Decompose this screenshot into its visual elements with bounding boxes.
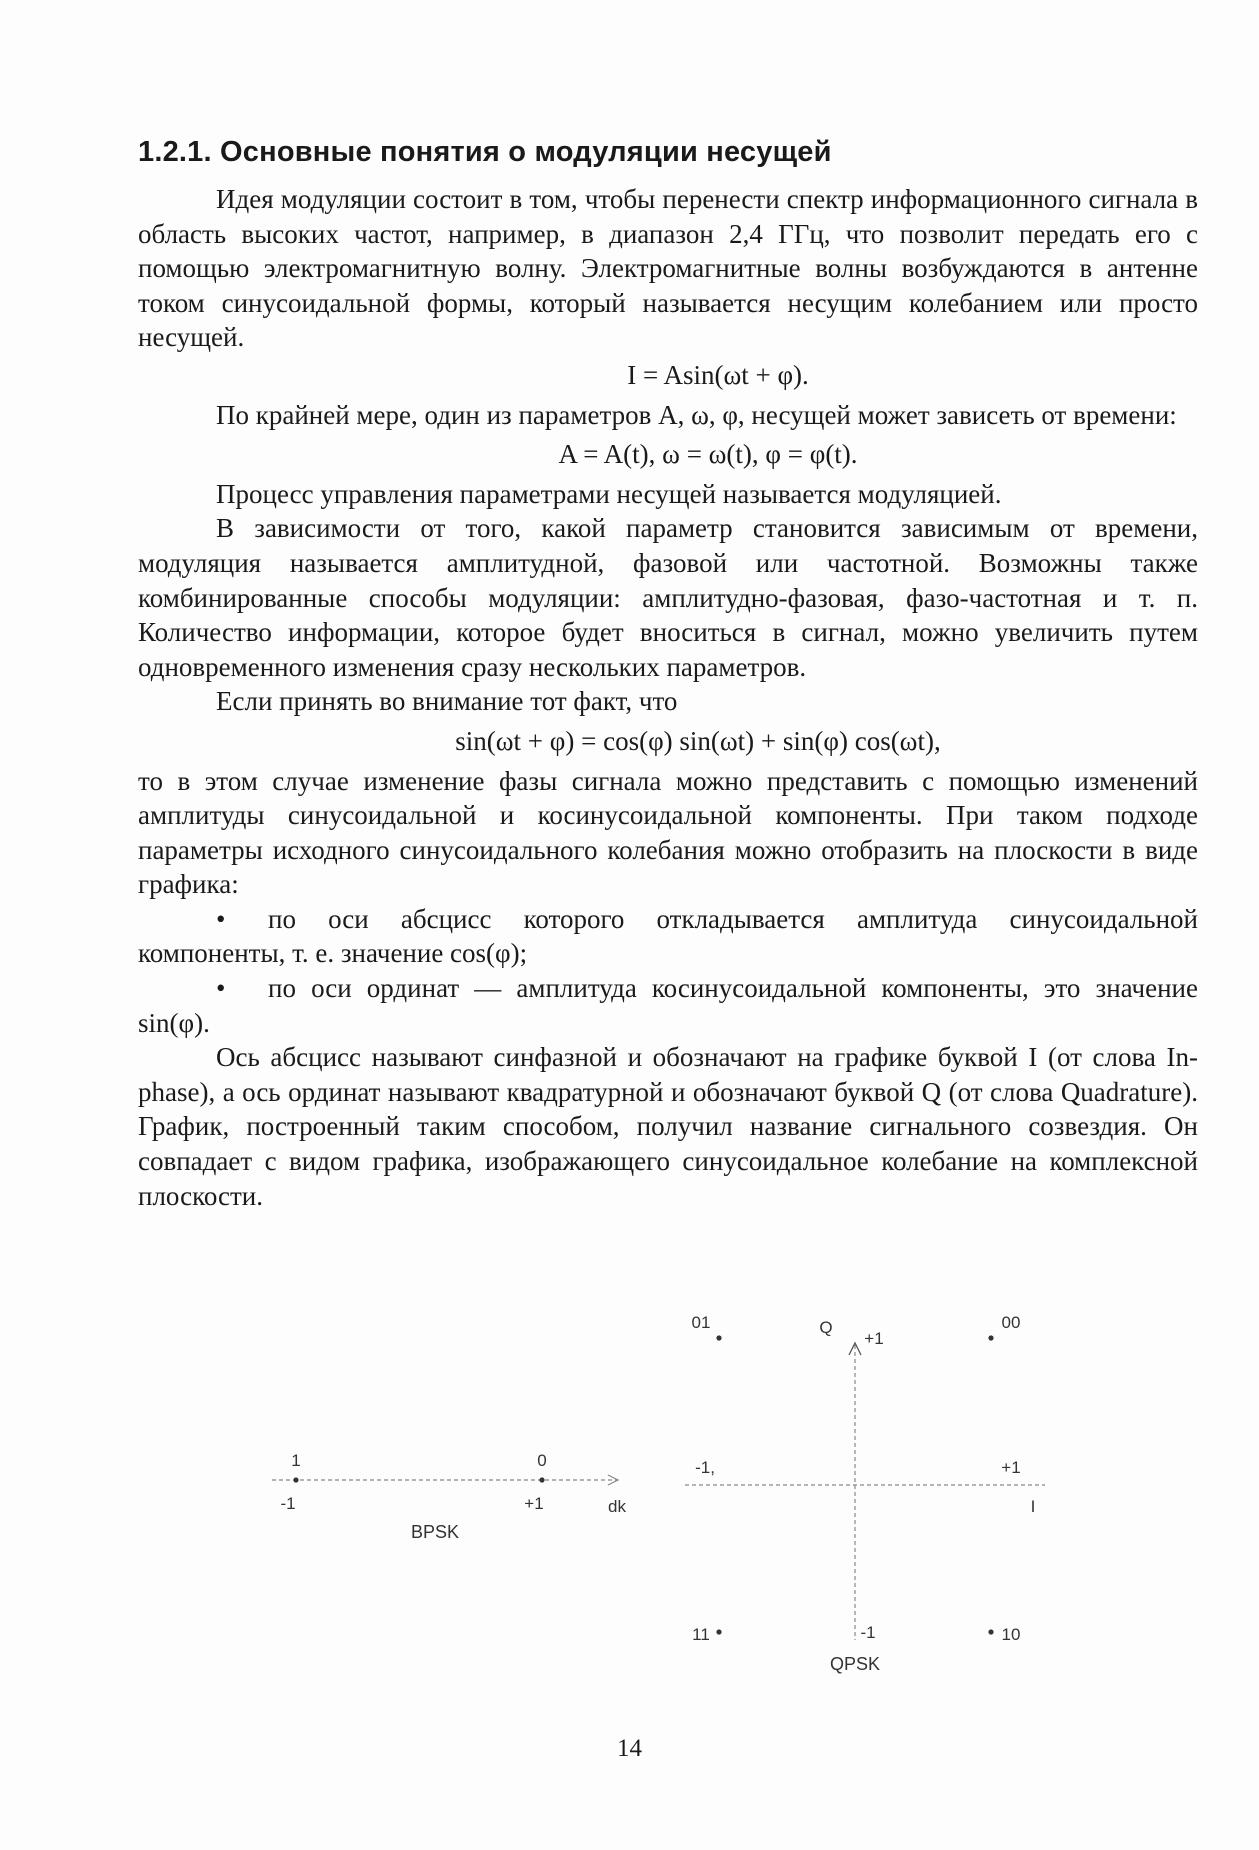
page-number: 14 — [617, 1735, 642, 1762]
qpsk-diagram — [685, 1313, 1045, 1674]
qpsk-bits-label: 01 — [691, 1313, 711, 1332]
qpsk-bits-label: 11 — [692, 1625, 710, 1644]
bullet-icon: • — [216, 903, 226, 934]
formula-parameters: A = A(t), ω = ω(t), φ = φ(t). — [558, 439, 858, 470]
qpsk-points — [692, 1313, 1021, 1644]
bullet-icon: • — [216, 973, 226, 1004]
bpsk-value-label: -1 — [280, 1494, 296, 1513]
qpsk-i-axis-label: I — [1030, 1497, 1036, 1516]
formula-sine-sum: sin(ωt + φ) = cos(φ) sin(ωt) + sin(φ) cos(ωt), — [455, 725, 941, 756]
bpsk-axis-label: dk — [608, 1497, 626, 1516]
qpsk-tick-q-pos: +1 — [864, 1329, 884, 1348]
paragraph-3: Процесс управления параметрами несущей называется модуляцией. — [216, 478, 1002, 509]
paragraph-1: Идея модуляции состоит в том, чтобы перенести спектр информационного сигнала в область высоких частот, например, в диапазон 2,4 ГГц, что позволит передать его с помощью электромагнитную волну. Электромагнитные волны возбуждаются в антенне током синусоидальной формы, который называется несущим колебанием или просто несущей. — [138, 184, 1198, 353]
paragraph-5: Если принять во внимание тот факт, что — [216, 686, 678, 717]
qpsk-point — [716, 1629, 721, 1634]
section-heading: 1.2.1. Основные понятия о модуляции несущей — [138, 136, 832, 168]
qpsk-tick-i-pos: +1 — [1001, 1458, 1021, 1477]
qpsk-point — [988, 1629, 993, 1634]
bpsk-bit-label: 1 — [291, 1451, 301, 1470]
bpsk-point — [293, 1477, 298, 1482]
qpsk-point — [988, 1335, 993, 1340]
formula-carrier: I = Asin(ωt + φ). — [627, 359, 809, 390]
qpsk-bits-label: 10 — [1001, 1625, 1021, 1644]
qpsk-tick-i-neg: -1, — [695, 1458, 715, 1477]
bullet-text-2: по оси ординат — амплитуда косинусоидальной компоненты, это значение sin(φ). — [138, 973, 1198, 1038]
bpsk-value-label: +1 — [524, 1494, 544, 1513]
qpsk-tick-q-neg: -1 — [860, 1623, 876, 1642]
bpsk-bit-label: 0 — [537, 1451, 547, 1470]
paragraph-2: По крайней мере, один из параметров A, ω, φ, несущей может зависеть от времени: — [216, 399, 1177, 430]
paragraph-4: В зависимости от того, какой параметр становится зависимым от времени, модуляция называется амплитудной, фазовой или частотной. Возможны также комбинированные способы модуляции: амплитудно-фазовая, фазо-частотная и т. п. Количество информации, которое будет вноситься в сигнал, можно увеличить путем одновременного изменения сразу нескольких параметров. — [138, 513, 1198, 682]
bpsk-caption: BPSK — [410, 1522, 460, 1542]
qpsk-q-axis-label: Q — [819, 1318, 833, 1337]
qpsk-point — [716, 1335, 721, 1340]
bpsk-diagram — [272, 1451, 626, 1542]
paragraph-6: то в этом случае изменение фазы сигнала можно представить с помощью изменений амплитуды синусоидальной и косинусоидальной компоненты. При таком подходе параметры исходного синусоидального колебания можно отобразить на плоскости в виде графика: — [138, 765, 1198, 900]
bullet-text-1: по оси абсцисс которого откладывается амплитуда синусоидальной компоненты, т. е. значение cos(φ); — [138, 903, 1198, 969]
bpsk-point — [539, 1477, 544, 1482]
qpsk-bits-label: 00 — [1001, 1313, 1021, 1332]
paragraph-7: Ось абсцисс называют синфазной и обозначают на графике буквой I (от слова In-phase), а ось ординат называют квадратурной и обозначают буквой Q (от слова Quadrature). График, построенный таким способом, получил название сигнального созвездия. Он совпадает с видом графика, изображающего синусоидальное колебание на комплексной плоскости. — [138, 1042, 1198, 1211]
qpsk-caption: QPSK — [829, 1654, 881, 1674]
